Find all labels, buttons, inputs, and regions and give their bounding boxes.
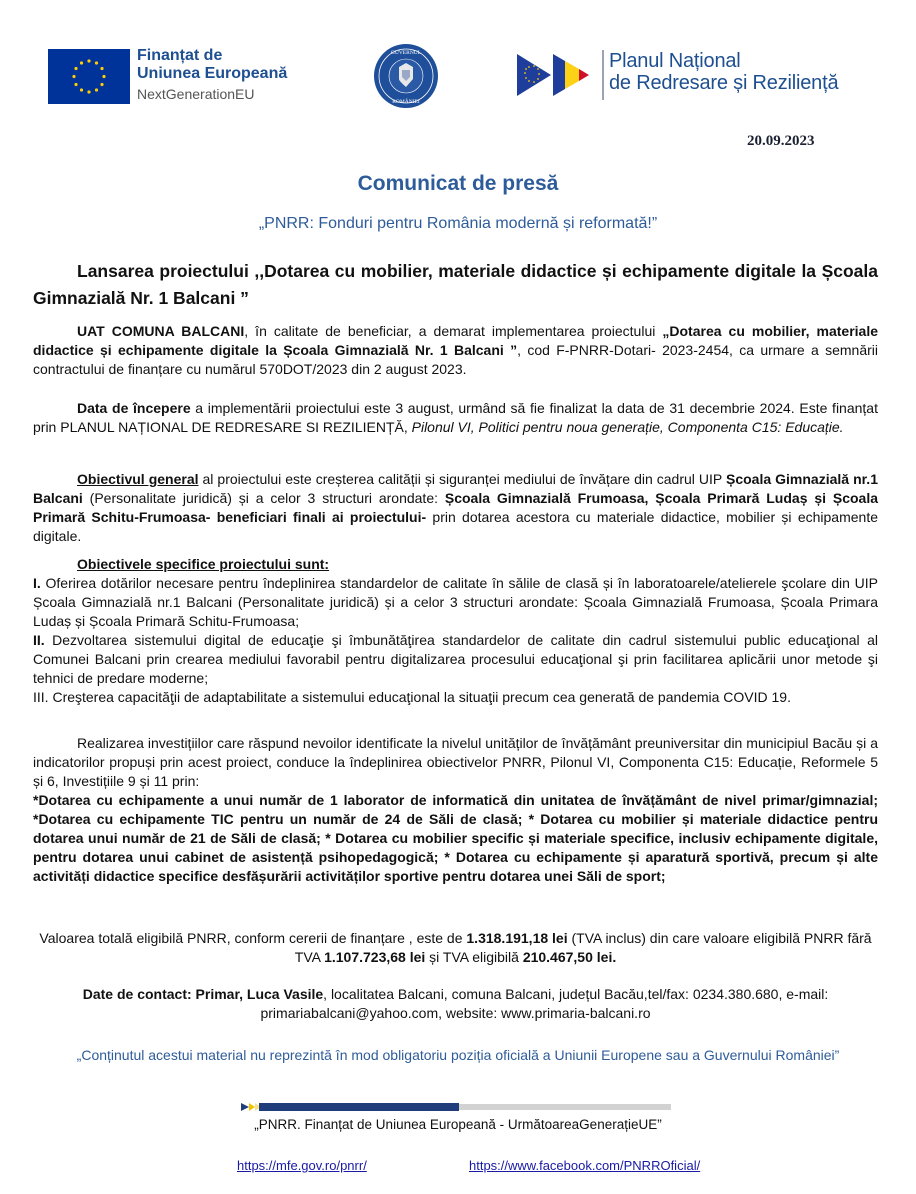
headline: Lansarea proiectului ,,Dotarea cu mobilier, materiale didactice și echipamente digitale la Școala Gimnazială Nr. 1 Balcani ” bbox=[33, 261, 878, 308]
objective-item bbox=[33, 574, 878, 631]
svg-text:ROMÂNIEI: ROMÂNIEI bbox=[392, 99, 420, 105]
general-objective-paragraph bbox=[33, 470, 878, 546]
specific-objectives-heading bbox=[33, 555, 878, 574]
text-span: (Personalitate juridică) și a celor 3 structuri arondate: bbox=[82, 490, 445, 506]
vat-value: 210.467,50 lei. bbox=[522, 949, 617, 965]
document-date: 20.09.2023 bbox=[747, 133, 815, 149]
pnrr-label bbox=[609, 50, 838, 94]
objective-number: III. bbox=[33, 689, 49, 705]
total-value: 1.318.191,18 lei bbox=[466, 930, 568, 946]
pnrr-mini-arrows-icon bbox=[241, 1103, 265, 1111]
footer-slogan: „PNRR. Finanțat de Uniunea Europeană - UrmătoareaGenerațieUE” bbox=[254, 1117, 662, 1132]
logo-divider bbox=[602, 50, 604, 100]
footer-bar bbox=[241, 1103, 671, 1111]
text-span: prin dotarea acestora cu materiale didactice, mobilier și echipamente digitale. bbox=[33, 509, 878, 544]
svg-text:GUVERNUL: GUVERNUL bbox=[390, 50, 422, 56]
eu-funding-label bbox=[137, 47, 287, 103]
value-without-vat: 1.107.723,68 lei bbox=[324, 949, 426, 965]
facebook-pnrr-link[interactable]: https://www.facebook.com/PNRROficial/ bbox=[469, 1158, 701, 1173]
objective-number: I. bbox=[33, 575, 41, 591]
eu-label-line3: NextGenerationEU bbox=[137, 86, 255, 102]
text-span: (TVA inclus) din care valoare eligibilă PNRR fără TVA bbox=[294, 930, 872, 965]
objective-text: Oferirea dotărilor necesare pentru îndeplinirea standardelor de calitate în sălile de clasă și în laboratoarele/atelierele şcolare din UIP Școala Gimnazială nr.1 Balcani (Personalitate juridică) și a celor 3 structuri arondate: Școala Gimnazială Frumoasa, Școala Primara Ludaș și Școala Primară Schitu-Frumoasa; bbox=[33, 575, 878, 629]
pnrr-label-line1: Planul Național bbox=[609, 50, 741, 72]
investments-intro: Realizarea investițiilor care răspund nevoilor identificate la nivelul unităților de învățământ preuniversitar din municipiul Bacău și a indicatorilor propuși prin acest proiect, conduce la îndeplinirea obiectivelor PNRR, Pilonul VI, Componenta C15: Educație, Reformele 5 și 6, Investițiile 9 și 11 prin: bbox=[33, 735, 878, 789]
page-title: Comunicat de presă bbox=[357, 172, 559, 195]
contact-details: , localitatea Balcani, comuna Balcani, județul Bacău,tel/fax: 0234.380.680, e-mail: primariabalcani@yahoo.com, website: www.primaria-balcani.ro bbox=[260, 986, 829, 1021]
mfe-pnrr-link[interactable]: https://mfe.gov.ro/pnrr/ bbox=[237, 1158, 367, 1173]
school-name: Școala Gimnazială nr.1 Balcani bbox=[33, 471, 878, 506]
beneficiary-name: UAT COMUNA BALCANI bbox=[77, 323, 245, 339]
disclaimer: „Conținutul acestui material nu reprezintă în mod obligatoriu poziția oficială a Uniunii Europene sau a Guvernului României” bbox=[76, 1047, 840, 1063]
footer-bar-blue bbox=[259, 1103, 459, 1111]
start-date-label: Data de începere bbox=[77, 400, 191, 416]
pnrr-label-line2: de Redresare și Reziliență bbox=[609, 72, 839, 94]
objective-item bbox=[33, 631, 878, 688]
specific-objectives-list bbox=[33, 574, 878, 707]
text-span: Valoarea totală eligibilă PNRR, conform cererii de finanțare , este de bbox=[39, 930, 467, 946]
text-span: a implementării proiectului este 3 august, urmând să fie finalizat la data de 31 decembrie 2024. Este finanțat prin PLANUL NAȚIONAL DE REDRESARE SI REZILIENȚĂ, bbox=[33, 400, 878, 435]
slogan: „PNRR: Fonduri pentru România modernă și reformată!” bbox=[258, 215, 658, 232]
contact-paragraph bbox=[33, 985, 878, 1023]
objective-item bbox=[33, 688, 878, 707]
contact-label: Date de contact: Primar, Luca Vasile bbox=[82, 986, 324, 1002]
eu-label-line1: Finanțat de bbox=[137, 47, 223, 64]
eu-label-line2: Uniunea Europeană bbox=[137, 65, 288, 82]
pillar-reference: Pilonul VI, Politici pentru noua generație, Componenta C15: Educație. bbox=[411, 419, 844, 435]
footer-bar-gray bbox=[459, 1104, 671, 1110]
investments-paragraph bbox=[33, 734, 878, 886]
specific-objectives-label: Obiectivele specifice proiectului sunt: bbox=[77, 556, 330, 572]
pnrr-arrows-icon bbox=[515, 52, 601, 98]
eligible-value-paragraph bbox=[33, 929, 878, 967]
objective-text: Creşterea capacităţii de adaptabilitate a sistemului educaţional la situaţii precum cea generată de pandemia COVID 19. bbox=[48, 689, 791, 705]
text-span: și TVA eligibilă bbox=[425, 949, 523, 965]
investments-list: *Dotarea cu echipamente a unui număr de 1 laborator de informatică din unitatea de învățământ de nivel primar/gimnazial; *Dotarea cu echipamente TIC pentru un număr de 24 de Săli de clasă; * Dotarea cu mobilier și materiale didactice pentru dotarea unui număr de 21 de Săli de clasă; * Dotarea cu mobilier specific și materiale specifice, inclusiv echipamente digitale, pentru dotarea unui cabinet de asistență psihopedagogică; * Dotarea cu echipamente și aparatură sportivă, precum și alte activități didactice specifice desfășurării activităților sportive pentru dotarea unei Săli de sport; bbox=[33, 792, 878, 884]
objective-number: II. bbox=[33, 632, 45, 648]
text-span: al proiectului este creșterea calității și siguranței mediului de învățare din cadrul UIP bbox=[198, 471, 726, 487]
objective-text: Dezvoltarea sistemului digital de educaţie şi îmbunătăţirea standardelor de calitate din cadrul sistemului public educaţional al Comunei Balcani prin crearea mediului favorabil pentru digitalizarea procesului educaţional şi prin facilitarea aplicării unor metode şi tehnici de predare moderne; bbox=[33, 632, 878, 686]
eu-flag-icon bbox=[48, 49, 130, 104]
schedule-paragraph bbox=[33, 399, 878, 437]
intro-paragraph bbox=[33, 322, 878, 379]
text-span: , în calitate de beneficiar, a demarat implementarea proiectului bbox=[244, 323, 663, 339]
general-objective-label: Obiectivul general bbox=[77, 471, 199, 487]
final-beneficiaries: Școala Gimnazială Frumoasa, Școala Primară Ludaș și Școala Primară Schitu-Frumoasa- beneficiari finali ai proiectului- bbox=[33, 490, 879, 525]
project-name: „Dotarea cu mobilier, materiale didactice și echipamente digitale la Școala Gimnazială Nr. 1 Balcani ” bbox=[33, 323, 878, 358]
romanian-government-seal-icon bbox=[373, 43, 439, 109]
text-span: , cod F-PNRR-Dotari- 2023-2454, ca urmare a semnării contractului de finanțare cu numărul 570DOT/2023 din 2 august 2023. bbox=[33, 342, 878, 377]
